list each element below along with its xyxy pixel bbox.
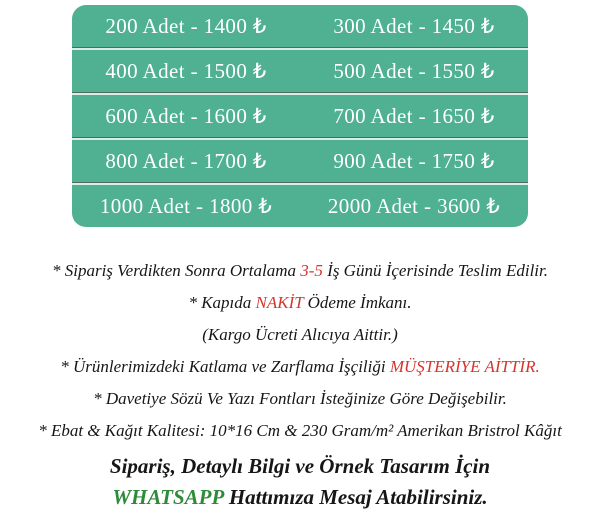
- price-row: [72, 140, 528, 182]
- order-notes: [0, 255, 600, 447]
- price-row: [72, 185, 528, 227]
- price-cell-left: 200 Adet - 1400 ₺: [105, 13, 267, 38]
- note-line: [0, 383, 600, 415]
- note-line: [0, 287, 600, 319]
- text-segment: Ödeme İmkanı.: [303, 293, 412, 312]
- note-line: [0, 351, 600, 383]
- highlighted-text: 3-5: [300, 261, 323, 280]
- price-cell-right: 2000 Adet - 3600 ₺: [327, 193, 501, 218]
- price-cell-right: 500 Adet - 1550 ₺: [333, 58, 495, 83]
- note-line: [0, 255, 600, 287]
- text-segment: * Ürünlerimizdeki Katlama ve Zarflama İşçiliği: [60, 357, 390, 376]
- footer-line: [0, 482, 600, 513]
- price-row: [72, 50, 528, 92]
- price-table: [72, 5, 528, 227]
- text-segment: (Kargo Ücreti Alıcıya Aittir.): [202, 325, 398, 344]
- whatsapp-contact-note: [0, 451, 600, 513]
- price-cell-right: 700 Adet - 1650 ₺: [333, 103, 495, 128]
- highlighted-text: NAKİT: [255, 293, 304, 312]
- text-segment: İş Günü İçerisinde Teslim Edilir.: [322, 261, 548, 280]
- note-line: [0, 415, 600, 447]
- highlighted-text: MÜŞTERİYE AİTTİR.: [389, 357, 540, 376]
- text-segment: * Davetiye Sözü Ve Yazı Fontları İsteğinize Göre Değişebilir.: [93, 389, 507, 408]
- price-cell-left: 1000 Adet - 1800 ₺: [99, 193, 273, 218]
- price-row: [72, 5, 528, 47]
- note-line: [0, 319, 600, 351]
- text-segment: Hattımıza Mesaj Atabilirsiniz.: [223, 485, 488, 509]
- text-segment: * Ebat & Kağıt Kalitesi: 10*16 Cm & 230 Gram/m² Amerikan Bristrol Kâğıt: [38, 421, 562, 440]
- footer-line: [0, 451, 600, 482]
- price-cell-right: 300 Adet - 1450 ₺: [333, 13, 495, 38]
- text-segment: * Kapıda: [188, 293, 256, 312]
- text-segment: * Sipariş Verdikten Sonra Ortalama: [52, 261, 301, 280]
- price-cell-left: 800 Adet - 1700 ₺: [105, 148, 267, 173]
- highlighted-text: WHATSAPP: [112, 485, 224, 509]
- price-cell-left: 400 Adet - 1500 ₺: [105, 58, 267, 83]
- price-cell-right: 900 Adet - 1750 ₺: [333, 148, 495, 173]
- price-row: [72, 95, 528, 137]
- price-cell-left: 600 Adet - 1600 ₺: [105, 103, 267, 128]
- text-segment: Sipariş, Detaylı Bilgi ve Örnek Tasarım İçin: [109, 454, 491, 478]
